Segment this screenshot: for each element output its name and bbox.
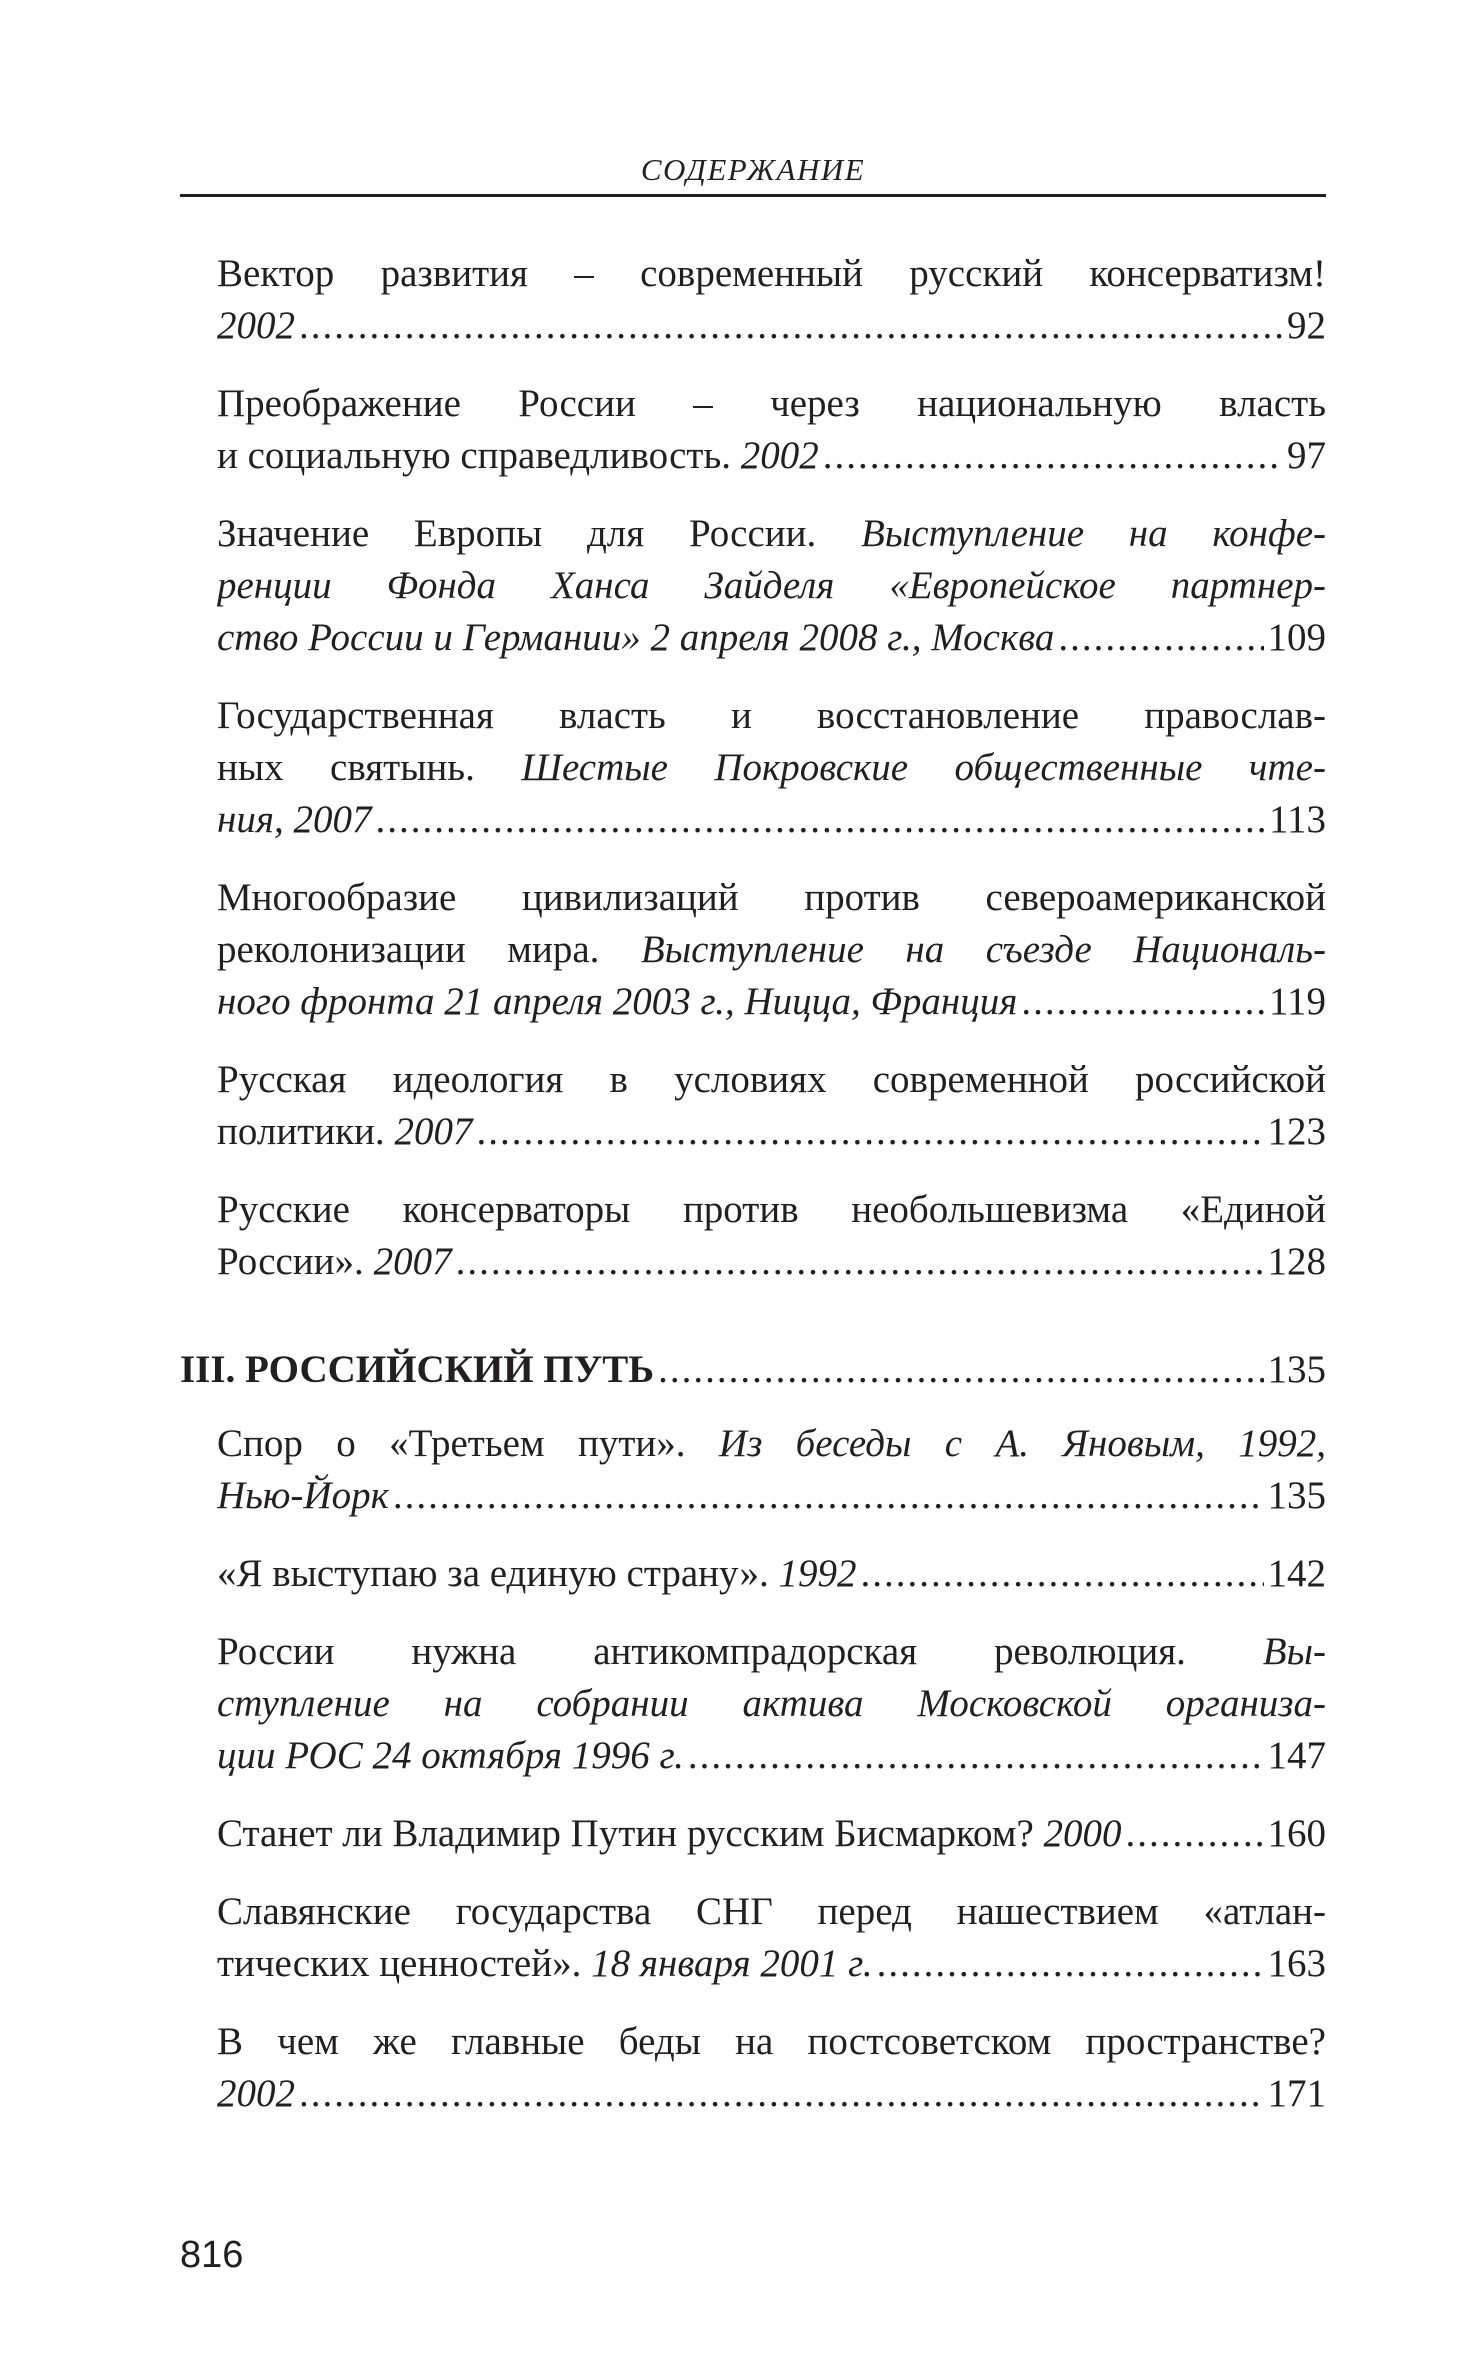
dot-leader (375, 794, 1264, 846)
running-head: СОДЕРЖАНИЕ (640, 152, 866, 187)
entry-italic-text: 2007 (394, 1110, 473, 1153)
toc-entry (180, 1184, 1326, 1288)
header-rule (180, 194, 1326, 197)
toc-entry-line (217, 2016, 1326, 2068)
toc-entry-line (217, 1626, 1326, 1678)
toc-entry-line (217, 1418, 1326, 1470)
entry-final-text (217, 612, 1054, 664)
entry-final-text (217, 1938, 873, 1990)
page-ref: 123 (1267, 1110, 1326, 1153)
entry-text: политики. (217, 1110, 395, 1153)
toc-entry-final-line (217, 300, 1326, 352)
entry-italic-text: ство России и Германии» 2 апреля 2008 г., Москва (217, 616, 1055, 659)
dot-leader (393, 1470, 1264, 1522)
entry-text: Русская идеология в условиях современной российской (217, 1058, 1326, 1101)
toc-entry (180, 378, 1326, 482)
page-ref: 160 (1267, 1812, 1326, 1855)
entry-text: Преображение России – через национальную власть (217, 382, 1326, 425)
toc-entry-line (217, 378, 1326, 430)
entry-final-text (217, 794, 371, 846)
entry-italic-text: 2007 (373, 1240, 452, 1283)
toc-entry (180, 1626, 1326, 1782)
entry-text: тических ценностей». (217, 1942, 592, 1985)
entry-final-text (217, 430, 819, 482)
entry-italic-text: 2002 (217, 304, 295, 347)
dot-leader (299, 2068, 1264, 2120)
entry-text: Спор о «Третьем пути». (217, 1422, 719, 1465)
dot-leader (688, 1730, 1264, 1782)
dot-leader (456, 1236, 1264, 1288)
table-of-contents (180, 248, 1326, 2146)
entry-text: реколонизации мира. (217, 928, 641, 971)
toc-entry-final-line (217, 1938, 1326, 1990)
entry-text: Государственная власть и восстановление православ- (217, 694, 1326, 737)
entry-italic-text: 2002 (740, 434, 819, 477)
page-number: 816 (180, 2234, 244, 2276)
entry-text: Славянские государства СНГ перед нашествием «атлан- (217, 1890, 1326, 1933)
entry-italic-text: 2002 (217, 2072, 295, 2115)
section-title: III. РОССИЙСКИЙ ПУТЬ (180, 1348, 655, 1391)
toc-entry (180, 1808, 1326, 1860)
entry-final-text (217, 976, 1017, 1028)
toc-entry (180, 1054, 1326, 1158)
entry-italic-text: Шестые Покровские общественные чте- (521, 746, 1326, 789)
entry-text: и социальную справедливость. (217, 434, 741, 477)
toc-entry-final-line (217, 976, 1326, 1028)
toc-entry (180, 1418, 1326, 1522)
toc-section-heading (180, 1344, 1326, 1396)
entry-text: В чем же главные беды на постсоветском пространстве? (217, 2020, 1326, 2063)
dot-leader (1058, 612, 1263, 664)
entry-text: России нужна антикомпрадорская революция. (217, 1630, 1263, 1673)
entry-italic-text: 2000 (1043, 1812, 1122, 1855)
toc-entry (180, 1548, 1326, 1600)
toc-entry-final-line (217, 2068, 1326, 2120)
entry-text: Значение Европы для России. (217, 512, 862, 555)
toc-entry (180, 248, 1326, 352)
toc-entry-final-line (217, 1730, 1326, 1782)
toc-entry-final-line (217, 1808, 1326, 1860)
entry-italic-text: ступление на собрании актива Московской организа- (217, 1682, 1326, 1725)
page-ref: 142 (1267, 1552, 1326, 1595)
entry-italic-text: ренции Фонда Ханса Зайделя «Европейское партнер- (217, 564, 1326, 607)
entry-final-text (217, 1548, 857, 1600)
entry-text: Станет ли Владимир Путин русским Бисмарком? (217, 1812, 1044, 1855)
toc-entry-line (217, 1886, 1326, 1938)
toc-entry-final-line (217, 1548, 1326, 1600)
toc-entry-final-line (217, 430, 1326, 482)
toc-entry-final-line (217, 1470, 1326, 1522)
toc-entry (180, 1886, 1326, 1990)
entry-italic-text: ного фронта 21 апреля 2003 г., Ницца, Франция (217, 980, 1018, 1023)
entry-italic-text: ния, 2007 (217, 798, 372, 841)
page-ref: 128 (1267, 1240, 1326, 1283)
entry-final-text (217, 300, 295, 352)
page-ref: 163 (1267, 1942, 1326, 1985)
dot-leader (658, 1344, 1263, 1396)
toc-entry (180, 2016, 1326, 2120)
toc-section-line (180, 1344, 1326, 1396)
toc-entry-line (217, 924, 1326, 976)
dot-leader (877, 1938, 1264, 1990)
entry-text: ных святынь. (217, 746, 522, 789)
entry-final-text (217, 1106, 472, 1158)
toc-group-part-2 (180, 248, 1326, 1288)
dot-leader (1126, 1808, 1264, 1860)
dot-leader (823, 430, 1283, 482)
page-ref: 109 (1267, 616, 1326, 659)
entry-text: России». (217, 1240, 374, 1283)
dot-leader (1021, 976, 1265, 1028)
toc-entry-final-line (217, 612, 1326, 664)
toc-entry-line (217, 508, 1326, 560)
entry-italic-text: Вы- (1262, 1630, 1326, 1673)
toc-entry (180, 508, 1326, 664)
entry-text: Вектор развития – современный русский консерватизм! (217, 252, 1326, 295)
toc-entry-final-line (217, 1236, 1326, 1288)
entry-italic-text: 18 января 2001 г. (591, 1942, 873, 1985)
entry-final-text (217, 1236, 452, 1288)
entry-final-text (217, 2068, 295, 2120)
toc-entry-line (217, 1184, 1326, 1236)
page-ref: 92 (1287, 304, 1326, 347)
page-ref: 113 (1268, 798, 1326, 841)
toc-entry-line (217, 1054, 1326, 1106)
page-ref: 135 (1267, 1474, 1326, 1517)
toc-entry-line (217, 872, 1326, 924)
toc-entry-line (217, 742, 1326, 794)
entry-text: Многообразие цивилизаций против североамериканской (217, 876, 1326, 919)
toc-entry-final-line (217, 1106, 1326, 1158)
entry-final-text (217, 1470, 389, 1522)
toc-entry-line (217, 1678, 1326, 1730)
entry-final-text (217, 1808, 1122, 1860)
toc-group-part-3 (180, 1418, 1326, 2120)
dot-leader (861, 1548, 1264, 1600)
toc-entry-line (217, 690, 1326, 742)
entry-italic-text: ции РОС 24 октября 1996 г. (217, 1734, 684, 1777)
entry-italic-text: Выступление на съезде Националь- (640, 928, 1326, 971)
page-ref: 97 (1287, 434, 1326, 477)
dot-leader (299, 300, 1283, 352)
page-ref: 119 (1268, 980, 1326, 1023)
toc-entry (180, 690, 1326, 846)
entry-italic-text: Нью-Йорк (217, 1474, 389, 1517)
page-ref: 147 (1267, 1734, 1326, 1777)
toc-entry-line (217, 248, 1326, 300)
entry-text: Русские консерваторы против необольшевизма «Единой (217, 1188, 1326, 1231)
dot-leader (476, 1106, 1263, 1158)
toc-entry-final-line (217, 794, 1326, 846)
entry-final-text (217, 1730, 684, 1782)
page-ref: 171 (1267, 2072, 1326, 2115)
toc-entry (180, 872, 1326, 1028)
page-ref: 135 (1267, 1348, 1326, 1391)
entry-italic-text: Выступление на конфе- (861, 512, 1326, 555)
entry-italic-text: 1992 (778, 1552, 857, 1595)
toc-entry-line (217, 560, 1326, 612)
entry-italic-text: Из беседы с А. Яновым, 1992, (718, 1422, 1326, 1465)
entry-text: «Я выступаю за единую страну». (217, 1552, 779, 1595)
